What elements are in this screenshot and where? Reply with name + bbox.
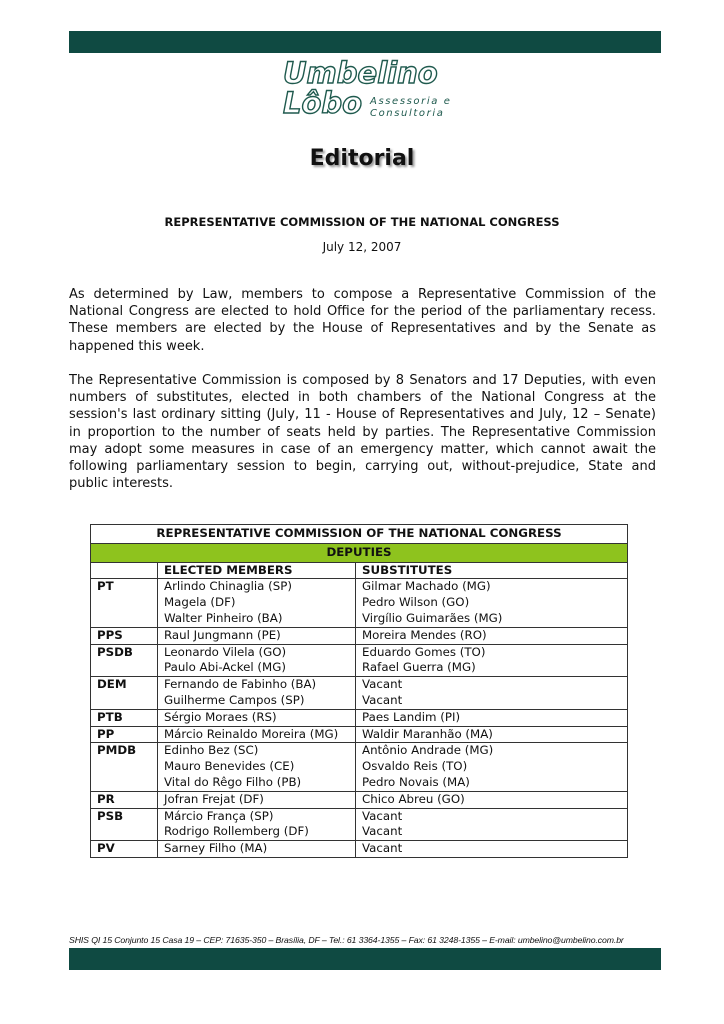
table-title: REPRESENTATIVE COMMISSION OF THE NATIONAL CONGRESS (91, 525, 628, 544)
logo-word-umbelino: Umbelino (283, 56, 438, 90)
table-row (91, 743, 628, 791)
party-cell: PT (91, 579, 158, 627)
party-cell: PSB (91, 808, 158, 841)
article-date: July 12, 2007 (322, 240, 402, 254)
commission-table (90, 524, 628, 858)
substitutes-cell (356, 841, 628, 858)
table-row (91, 677, 628, 710)
substitutes-cell (356, 808, 628, 841)
header-party (91, 562, 158, 579)
members-cell (158, 808, 356, 841)
party-cell: PP (91, 726, 158, 743)
table-header-row (91, 562, 628, 579)
party-cell: PTB (91, 709, 158, 726)
member-name: Leonardo Vilela (GO) (164, 644, 287, 659)
substitute-name: Waldir Maranhão (MA) (362, 726, 493, 741)
member-name: Márcio França (SP) (164, 808, 274, 823)
party-cell: PPS (91, 627, 158, 644)
substitute-name: Antônio Andrade (MG) (362, 743, 494, 758)
members-cell (158, 709, 356, 726)
substitutes-cell (356, 726, 628, 743)
members-cell (158, 841, 356, 858)
header-elected-members: ELECTED MEMBERS (158, 562, 356, 579)
member-name: Arlindo Chinaglia (SP) (164, 579, 292, 594)
header-bar (69, 31, 661, 53)
table-title-row (91, 525, 628, 544)
substitute-name: Gilmar Machado (MG) (362, 579, 491, 594)
table-row (91, 841, 628, 858)
substitutes-cell (356, 644, 628, 677)
logo-tagline-1: Assessoria e (370, 96, 452, 107)
substitutes-cell (356, 791, 628, 808)
substitute-name: Vacant (362, 824, 403, 839)
substitute-name: Vacant (362, 808, 403, 823)
substitute-name: Vacant (362, 677, 403, 692)
substitute-name: Pedro Wilson (GO) (362, 595, 470, 610)
substitute-name: Virgílio Guimarães (MG) (362, 610, 503, 625)
table-row (91, 644, 628, 677)
member-name: Raul Jungmann (PE) (164, 627, 281, 642)
substitute-name: Eduardo Gomes (TO) (362, 644, 486, 659)
members-cell (158, 743, 356, 791)
members-cell (158, 726, 356, 743)
table-row (91, 726, 628, 743)
page-title: Editorial (309, 146, 415, 171)
company-logo (280, 58, 480, 124)
logo-word-lobo: Lôbo (283, 86, 363, 120)
table-row (91, 791, 628, 808)
party-cell: PV (91, 841, 158, 858)
substitute-name: Rafael Guerra (MG) (362, 660, 476, 675)
member-name: Magela (DF) (164, 595, 236, 610)
substitutes-cell (356, 743, 628, 791)
member-name: Rodrigo Rollemberg (DF) (164, 824, 309, 839)
substitute-name: Osvaldo Reis (TO) (362, 759, 468, 774)
section-deputies: DEPUTIES (91, 543, 628, 562)
table-row (91, 627, 628, 644)
member-name: Walter Pinheiro (BA) (164, 610, 283, 625)
header-substitutes: SUBSTITUTES (356, 562, 628, 579)
table-row (91, 579, 628, 627)
table-section-row (91, 543, 628, 562)
substitutes-cell (356, 677, 628, 710)
substitute-name: Vacant (362, 841, 403, 856)
paragraph-1: As determined by Law, members to compose a Representative Commission of the National Congress are elected to hold Office for the period of the parliamentary recess. These members are elected by the House of Representatives and by the Senate as happened this week. (69, 287, 656, 354)
member-name: Sarney Filho (MA) (164, 841, 268, 856)
members-cell (158, 627, 356, 644)
substitute-name: Vacant (362, 692, 403, 707)
paragraph-2: The Representative Commission is composed by 8 Senators and 17 Deputies, with even numbers of substitutes, elected in both chambers of the National Congress at the session's last ordinary sitting (July, 11 - House of Representatives and July, 12 – Senate) in proportion to the number of seats held by parties. The Representative Commission may adopt some measures in case of an emergency matter, which cannot await the following parliamentary session to begin, carrying out, without-prejudice, State and public interests. (69, 373, 656, 492)
footer-contact: SHIS QI 15 Conjunto 15 Casa 19 – CEP: 71635-350 – Brasília, DF – Tel.: 61 3364-1355 – Fax: 61 3248-1355 – E-mail: umbelino@umbelino.com.br (69, 935, 624, 945)
table-row (91, 808, 628, 841)
members-cell (158, 677, 356, 710)
member-name: Fernando de Fabinho (BA) (164, 677, 317, 692)
substitute-name: Moreira Mendes (RO) (362, 627, 487, 642)
party-cell: PSDB (91, 644, 158, 677)
article-subtitle: REPRESENTATIVE COMMISSION OF THE NATIONAL CONGRESS (164, 215, 560, 229)
member-name: Jofran Frejat (DF) (164, 791, 264, 806)
footer-bar (69, 948, 661, 970)
member-name: Paulo Abi-Ackel (MG) (164, 660, 286, 675)
member-name: Mauro Benevides (CE) (164, 759, 295, 774)
substitutes-cell (356, 709, 628, 726)
logo-tagline-2: Consultoria (370, 108, 445, 119)
member-name: Edinho Bez (SC) (164, 743, 259, 758)
table-row (91, 709, 628, 726)
substitute-name: Pedro Novais (MA) (362, 774, 470, 789)
members-cell (158, 791, 356, 808)
substitutes-cell (356, 627, 628, 644)
party-cell: DEM (91, 677, 158, 710)
substitute-name: Paes Landim (PI) (362, 709, 461, 724)
member-name: Vital do Rêgo Filho (PB) (164, 774, 302, 789)
substitute-name: Chico Abreu (GO) (362, 791, 465, 806)
member-name: Guilherme Campos (SP) (164, 692, 305, 707)
member-name: Márcio Reinaldo Moreira (MG) (164, 726, 339, 741)
substitutes-cell (356, 579, 628, 627)
party-cell: PR (91, 791, 158, 808)
member-name: Sérgio Moraes (RS) (164, 709, 277, 724)
members-cell (158, 579, 356, 627)
party-cell: PMDB (91, 743, 158, 791)
members-cell (158, 644, 356, 677)
